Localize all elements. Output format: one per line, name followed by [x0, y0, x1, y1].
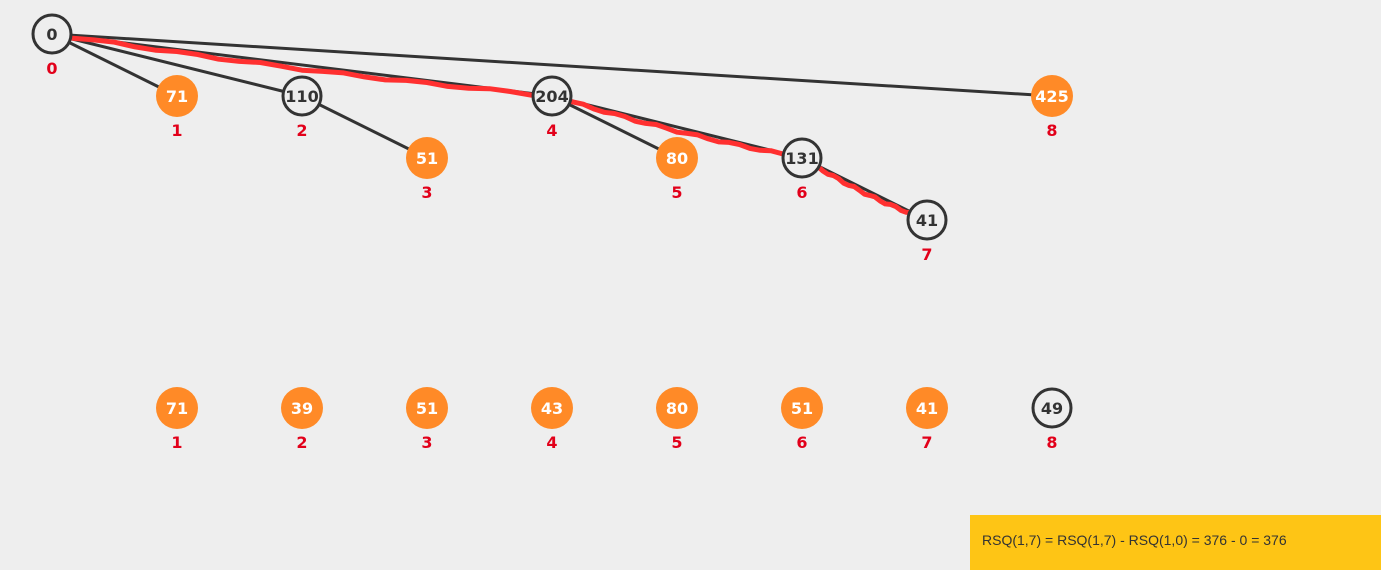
array-item-value: 80 [665, 399, 689, 418]
tree-node-index: 7 [921, 245, 933, 264]
tree-node-index: 5 [671, 183, 683, 202]
tree-node-4 [533, 77, 571, 140]
tree-node-value: 51 [415, 149, 439, 168]
array-item-value: 51 [415, 399, 439, 418]
array-item-value: 43 [540, 399, 564, 418]
tree-node-2 [283, 77, 321, 140]
tree-node-index: 1 [171, 121, 183, 140]
array-layer [156, 387, 1071, 452]
status-panel [970, 515, 1381, 570]
tree-node-index: 2 [296, 121, 308, 140]
tree-node-value: 0 [46, 25, 58, 44]
tree-node-value: 425 [1035, 87, 1069, 106]
array-item-4 [531, 387, 573, 452]
array-item-2 [281, 387, 323, 452]
tree-node-value: 80 [665, 149, 689, 168]
array-item-6 [781, 387, 823, 452]
array-item-index: 2 [296, 433, 308, 452]
array-item-index: 3 [421, 433, 433, 452]
tree-node-value: 71 [165, 87, 189, 106]
array-item-index: 1 [171, 433, 183, 452]
tree-node-7 [908, 201, 946, 264]
tree-node-index: 6 [796, 183, 808, 202]
tree-node-0 [33, 15, 71, 78]
array-item-index: 4 [546, 433, 558, 452]
tree-node-index: 0 [46, 59, 58, 78]
array-item-index: 5 [671, 433, 683, 452]
array-item-8 [1033, 389, 1071, 452]
array-item-index: 8 [1046, 433, 1058, 452]
array-item-index: 6 [796, 433, 808, 452]
array-item-5 [656, 387, 698, 452]
array-item-value: 71 [165, 399, 189, 418]
tree-node-value: 41 [915, 211, 939, 230]
tree-node-3 [406, 137, 448, 202]
array-item-1 [156, 387, 198, 452]
tree-node-5 [656, 137, 698, 202]
array-item-value: 39 [290, 399, 314, 418]
tree-node-index: 4 [546, 121, 558, 140]
tree-node-1 [156, 75, 198, 140]
tree-node-6 [783, 139, 821, 202]
array-item-index: 7 [921, 433, 933, 452]
array-item-value: 41 [915, 399, 939, 418]
array-item-7 [906, 387, 948, 452]
tree-node-value: 131 [785, 149, 819, 168]
array-item-value: 51 [790, 399, 814, 418]
tree-node-index: 8 [1046, 121, 1058, 140]
array-item-3 [406, 387, 448, 452]
tree-node-8 [1031, 75, 1073, 140]
tree-node-index: 3 [421, 183, 433, 202]
tree-node-value: 110 [285, 87, 319, 106]
tree-node-value: 204 [535, 87, 569, 106]
status-text: RSQ(1,7) = RSQ(1,7) - RSQ(1,0) = 376 - 0 = 376 [982, 531, 1287, 548]
array-item-value: 49 [1040, 399, 1064, 418]
